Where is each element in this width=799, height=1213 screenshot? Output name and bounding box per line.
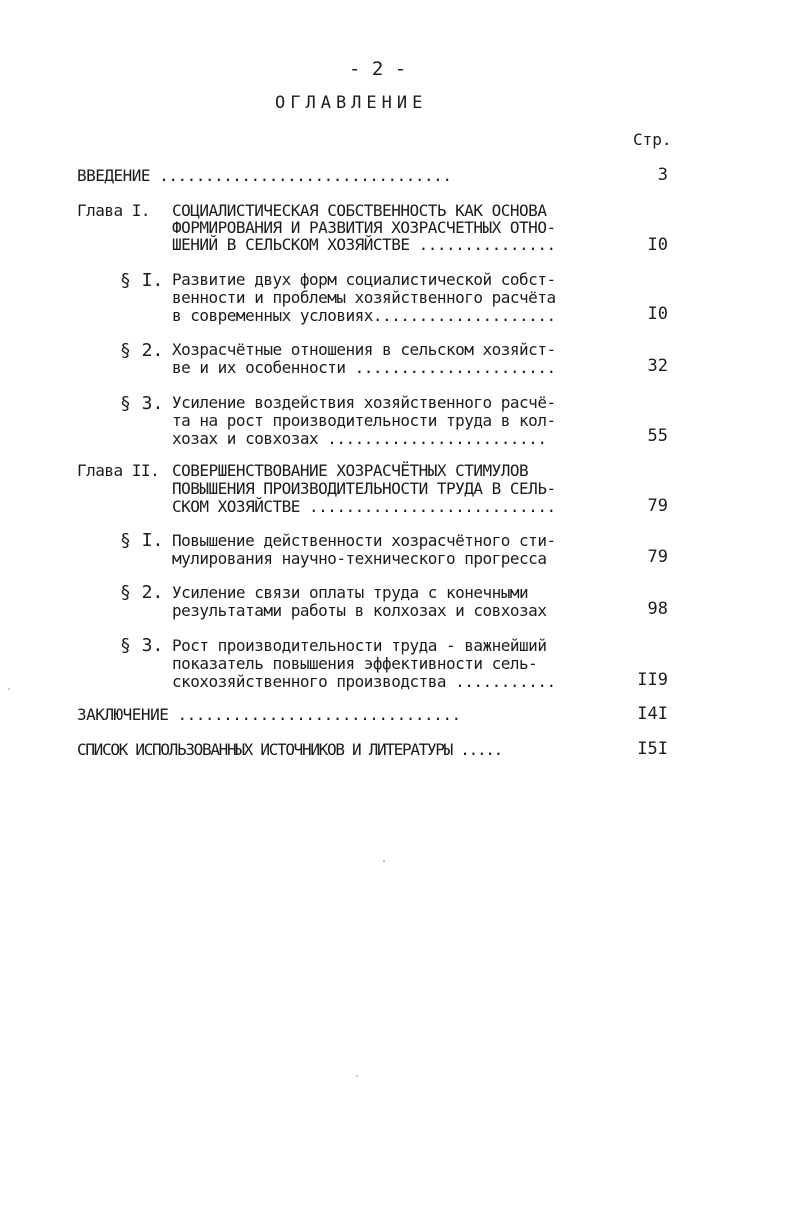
toc-entry-line: ПОВЫШЕНИЯ ПРОИЗВОДИТЕЛЬНОСТИ ТРУДА В СЕЛЬ-: [172, 479, 556, 498]
chapter-label: Глава I.: [77, 201, 151, 220]
toc-entry-line: венности и проблемы хозяйственного расчёта: [172, 288, 556, 307]
page-column-header: Стр.: [633, 130, 672, 149]
toc-entry-line: Рост производительности труда - важнейший: [172, 636, 547, 655]
toc-entry-line: Развитие двух форм социалистической собст-: [172, 270, 556, 289]
scan-speck: [356, 1075, 358, 1077]
toc-entry-line: хозах и совхозах ........................: [172, 429, 547, 448]
scan-speck: [8, 688, 10, 690]
toc-entry-line: СОЦИАЛИСТИЧЕСКАЯ СОБСТВЕННОСТЬ КАК ОСНОВА: [172, 201, 547, 220]
toc-entry-line: Повышение действенности хозрасчётного сти-: [172, 531, 556, 550]
toc-page-number: 79: [647, 496, 668, 516]
toc-entry-conclusion: ЗАКЛЮЧЕНИЕ ...............................: [77, 705, 461, 724]
page-number: - 2 -: [349, 58, 407, 80]
toc-entry-introduction: ВВЕДЕНИЕ ................................: [77, 166, 452, 185]
toc-page-bibliography: I5I: [637, 739, 668, 759]
toc-entry-line: Хозрасчётные отношения в сельском хозяйст-: [172, 340, 556, 359]
scan-speck: [383, 860, 385, 862]
section-label: § I.: [120, 270, 164, 291]
chapter-label: Глава II.: [77, 461, 160, 480]
toc-entry-line: ве и их особенности ......................: [172, 358, 556, 377]
toc-entry-line: скохозяйственного производства ...........: [172, 672, 556, 691]
toc-page-number: 98: [647, 599, 668, 619]
toc-entry-line: та на рост производительности труда в кол-: [172, 411, 556, 430]
toc-page-introduction: 3: [657, 165, 668, 185]
section-label: § 3.: [120, 635, 164, 656]
toc-entry-line: в современных условиях....................: [172, 306, 556, 325]
toc-entry-line: СКОМ ХОЗЯЙСТВЕ ...........................: [172, 497, 556, 516]
toc-entry-line: ШЕНИЙ В СЕЛЬСКОМ ХОЗЯЙСТВЕ ...............: [172, 235, 556, 254]
toc-page-number: 79: [647, 547, 668, 567]
toc-page-conclusion: I4I: [637, 704, 668, 724]
toc-entry-line: Усиление связи оплаты труда с конечными: [172, 583, 529, 602]
section-label: § 3.: [120, 393, 164, 414]
toc-page-number: II9: [637, 670, 668, 690]
toc-entry-line: результатами работы в колхозах и совхозах: [172, 601, 547, 620]
section-label: § 2.: [120, 340, 164, 361]
section-label: § I.: [120, 530, 164, 551]
document-title: ОГЛАВЛЕНИЕ: [275, 93, 428, 113]
toc-entry-line: ФОРМИРОВАНИЯ И РАЗВИТИЯ ХОЗРАСЧЕТНЫХ ОТНО-: [172, 218, 556, 237]
toc-entry-bibliography: СПИСОК ИСПОЛЬЗОВАННЫХ ИСТОЧНИКОВ И ЛИТЕРАТУРЫ .....: [77, 740, 502, 759]
toc-entry-line: Усиление воздействия хозяйственного расчё-: [172, 393, 556, 412]
toc-entry-line: мулирования научно-технического прогресса: [172, 549, 547, 568]
toc-entry-line: показатель повышения эффективности сель-: [172, 654, 538, 673]
toc-page-number: I0: [647, 235, 668, 255]
toc-entry-line: СОВЕРШЕНСТВОВАНИЕ ХОЗРАСЧЁТНЫХ СТИМУЛОВ: [172, 461, 529, 480]
section-label: § 2.: [120, 582, 164, 603]
toc-page-number: 55: [647, 426, 668, 446]
toc-page-number: 32: [647, 356, 668, 376]
toc-page-number: I0: [647, 304, 668, 324]
